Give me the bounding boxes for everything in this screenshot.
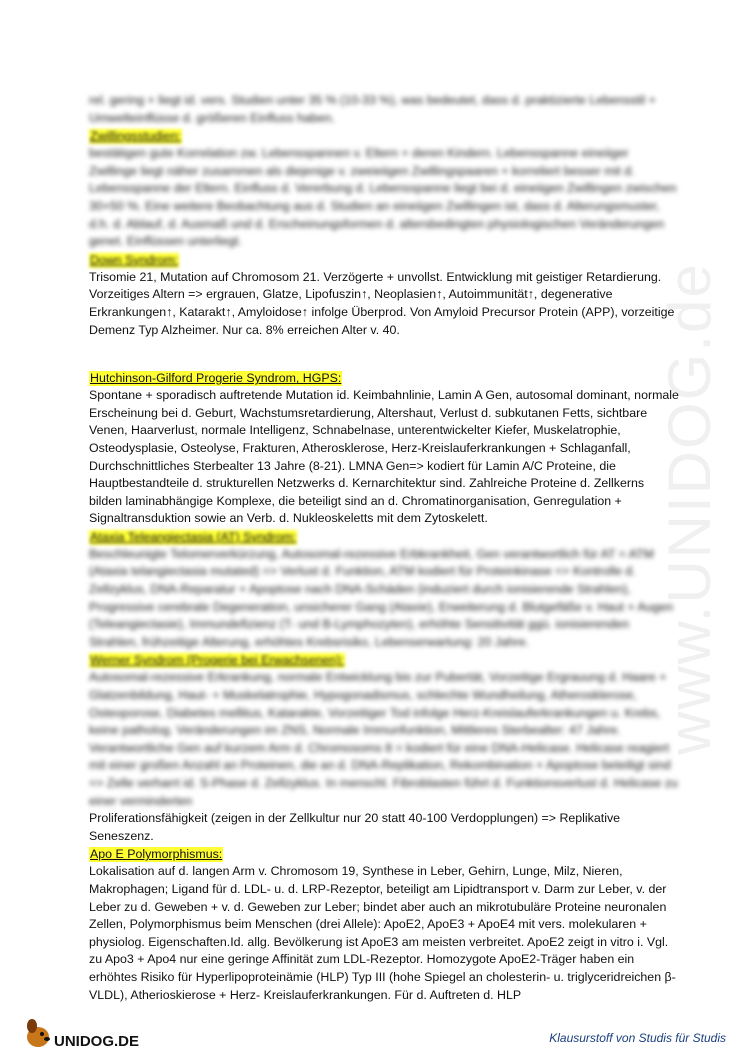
intro-paragraph: rel. gering + liegt id. vers. Studien unter 35 % (10-33 %), was bedeutet, dass d. praktizierte Lebensstil + Umwelteinflüsse d. größeren Einfluss haben. <box>89 93 656 125</box>
hgps-paragraph: Spontane + sporadisch auftretende Mutation id. Keimbahnlinie, Lamin A Gen, autosomal dominant, normale Erscheinung bei d. Geburt, Wachstumsretardierung, Altershaut, Verlust d. subkutanen Fetts, sichtbare Venen, Haarverlust, normale Intelligenz, Schnabelnase, unterentwickelter Kiefer, Muskelatrophie, Osteodysplasie, Osteolyse, Frakturen, Atherosklerose, Herz-Kreislauferkrankungen + Schlaganfall, Durchschnittliches Sterbealter 13 Jahre (8-21). LMNA Gen=> kodiert für Lamin A/C Proteine, die Hauptbestandteile d. strukturellen Netzwerks d. Kernarchitektur sind. Zahlreiche Proteine d. Zellkerns bilden laminabhängige Komplexe, die beteiligt sind an d. Chromatinorganisation, Genregulation + Signaltransduktion sowie an Verb. d. Nukleoskeletts mit dem Zytoskelett. <box>89 388 679 526</box>
watermark: www.UNIDOG.de <box>656 262 723 755</box>
heading-ataxia: Ataxia Teleangiectasia (AT) Syndrom: <box>90 529 297 544</box>
logo-text: UNIDOG.DE <box>54 1033 140 1050</box>
twin-studies-paragraph: bestätigen gute Korrelation zw. Lebensspannen v. Eltern + deren Kindern. Lebensspanne eineiiger Zwillinge liegt näher zusammen als diejenige v. zweieiigen Zwillingspaaren + korreliert besser mit d. Lebensspanne der Eltern. Einfluss d. Vererbung d. Lebensspanne liegt bei d. eineiigen Zwillingen zwischen 30+50 %. Eine weitere Beobachtung aus d. Studien an eineiigen Zwillingen ist, dass d. Alterungsmuster, d.h. d. Ablauf, d. Ausmaß und d. Erscheinungsformen d. altersbedingten physiologischen Veränderungen genet. Einflüssen unterliegt. <box>89 146 677 249</box>
unidog-logo <box>18 1013 168 1053</box>
werner-paragraph: Autosomal-rezessive Erkrankung, normale Entwicklung bis zur Pubertät, Vorzeitige Ergrauung d. Haare + Glatzenbildung, Haut- + Muskelatrophie, Hypogonadismus, schlechte Wundheilung, Atherosklerose, Osteoporose, Diabetes mellitus, Katarakte, Vorzeitiger Tod infolge Herz-Kreislauferkrankungen u. Krebs, keine patholog. Veränderungen im ZNS, Normale Immunfunktion, Mittleres Sterbealter: 47 Jahre. Verantwortliche Gen auf kurzem Arm d. Chromosoms 8 = kodiert für eine DNA-Helicase. Helicase reagiert mit einer großen Anzahl an Proteinen, die an d. DNA-Replikation, Rekombination + Apoptose beteiligt sind => Zelle verharrt id. S-Phase d. Zellzyklus. In menschl. Fibroblasten führt d. Funktionsverlust d. Helicase zu einer verminderten <box>89 670 678 808</box>
heading-apoe: Apo E Polymorphismus: <box>90 847 223 862</box>
document-body <box>89 92 679 1004</box>
werner-tail-paragraph: Proliferationsfähigkeit (zeigen in der Zellkultur nur 20 statt 40-100 Verdopplungen) => Replikative Seneszenz. <box>89 811 621 843</box>
heading-twin-studies: Zwillingsstudien: <box>90 129 181 144</box>
dog-icon <box>18 1013 168 1053</box>
ataxia-paragraph: Beschleunigte Telomerverkürzung, Autosomal-rezessive Erbkrankheit, Gen verantwortlich für AT = ATM (Ataxia telangiectasia mutated) => Verlust d. Funktion, ATM kodiert für Proteinkinase => Kontrolle d. Zellzyklus, DNA-Reparatur + Apoptose nach DNA-Schäden (induziert durch ionisierende Strahlen), Progressive cerebrale Degeneration, unsicherer Gang (Ataxie), Erweiterung d. Blutgefäße v. Haut + Augen (Teleangiectasie), Immundefizienz (T- und B-Lymphozyten), erhöhte Sensitivität ggü. ionisierenden Strahlen, frühzeitige Alterung, erhöhtes Krebsrisiko, Lebenserwartung: 20 Jahre. <box>89 546 674 649</box>
heading-hgps: Hutchinson-Gilford Progerie Syndrom, HGPS: <box>90 371 342 386</box>
footer-tagline: Klausurstoff von Studis für Studis <box>549 1031 726 1045</box>
apoe-paragraph: Lokalisation auf d. langen Arm v. Chromosom 19, Synthese in Leber, Gehirn, Lunge, Milz, Nieren, Makrophagen; Ligand für d. LDL- u. d. LRP-Rezeptor, beteiligt am Lipidtransport v. Darm zur Leber, v. der Leber zu d. Geweben + v. d. Geweben zur Leber; bindet aber auch an mikrotubuläre Proteine neuronalen Zellen, Polymorphismus beim Menschen (drei Allele): ApoE2, ApoE3 + ApoE4 mit vers. molekularen + physiolog. Eigenschaften.Id. allg. Bevölkerung ist ApoE3 am meisten verbreitet. ApoE2 zeigt in vitro i. Vgl. zu Apo3 + Apo4 nur eine geringe Affinität zum LDL-Rezeptor. Homozygote ApoE2-Träger haben ein erhöhtes Risiko für Hyperlipoproteinämie (HLP) Typ III (hohe Spiegel an cholesterin- u. triglyceridreichen β-VLDL), Atherioskierose + Herz- Kreislauferkrankungen. Für d. Auftreten d. HLP <box>89 864 676 1002</box>
heading-werner: Werner Syndrom (Progerie bei Erwachsenen): <box>90 653 344 668</box>
down-syndrome-paragraph: Trisomie 21, Mutation auf Chromosom 21. Verzögerte + unvollst. Entwicklung mit geistiger Retardierung. Vorzeitiges Altern => ergrauen, Glatze, Lipofuszin↑, Neoplasien↑, Autoimmunität↑, degenerative Erkrankungen↑, Katarakt↑, Amyloidose↑ infolge Überprod. Von Amyloid Precursor Protein (APP), vorzeitige Demenz Typ Alzheimer. Nur ca. 8% erreichen Alter v. 40. <box>89 269 675 337</box>
heading-down-syndrome: Down Syndrom: <box>90 252 179 267</box>
